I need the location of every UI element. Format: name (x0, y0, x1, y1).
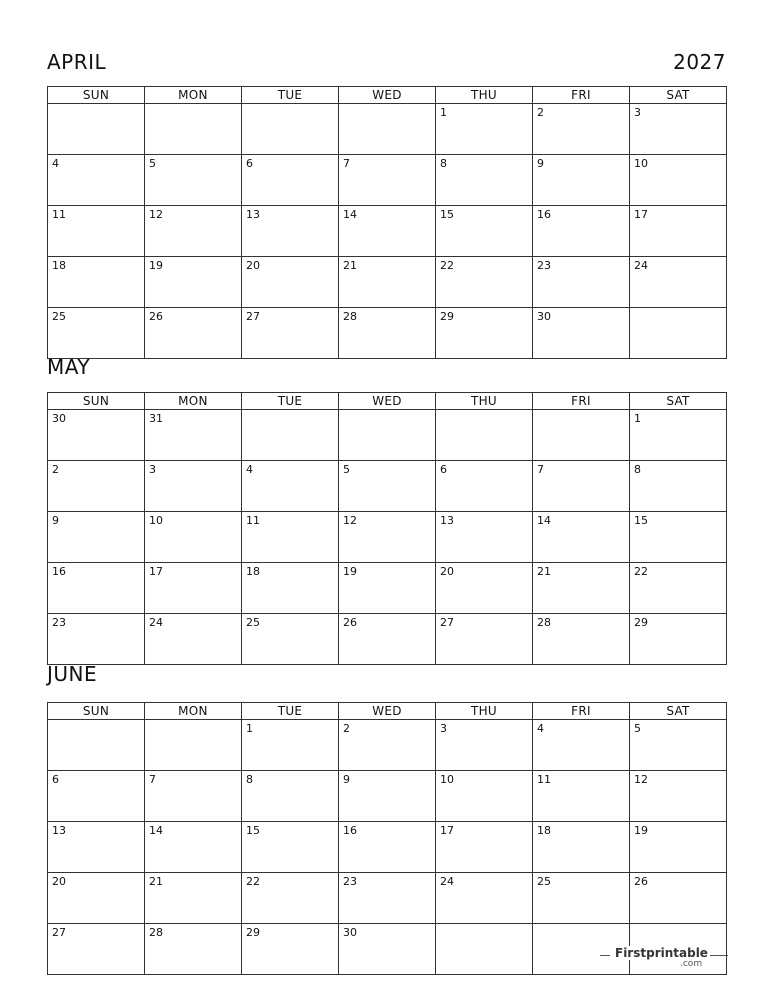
day-cell: 18 (48, 257, 145, 308)
day-cell: 24 (630, 257, 727, 308)
day-cell: 21 (339, 257, 436, 308)
day-cell (48, 104, 145, 155)
day-cell: 26 (145, 308, 242, 359)
week-row (48, 410, 727, 461)
day-cell: 3 (630, 104, 727, 155)
weekday-wed: WED (339, 703, 436, 720)
weekday-mon: MON (145, 393, 242, 410)
day-cell: 14 (145, 822, 242, 873)
day-cell: 29 (242, 924, 339, 975)
brand-domain: .com (680, 959, 703, 969)
calendar-may (47, 392, 727, 665)
weekday-thu: THU (436, 393, 533, 410)
day-cell: 16 (48, 563, 145, 614)
week-row (48, 720, 727, 771)
day-cell: 29 (630, 614, 727, 665)
day-cell: 31 (145, 410, 242, 461)
day-cell: 16 (533, 206, 630, 257)
day-cell: 30 (339, 924, 436, 975)
day-cell: 12 (145, 206, 242, 257)
calendar-april (47, 86, 727, 359)
day-cell: 15 (630, 512, 727, 563)
week-row (48, 771, 727, 822)
day-cell: 4 (533, 720, 630, 771)
day-cell: 15 (242, 822, 339, 873)
day-cell (339, 104, 436, 155)
day-cell: 4 (242, 461, 339, 512)
week-row (48, 512, 727, 563)
day-cell: 28 (145, 924, 242, 975)
day-cell: 21 (533, 563, 630, 614)
weekday-sat: SAT (630, 703, 727, 720)
day-cell (242, 104, 339, 155)
week-row (48, 822, 727, 873)
day-cell: 30 (533, 308, 630, 359)
day-cell: 11 (48, 206, 145, 257)
day-cell: 24 (145, 614, 242, 665)
week-row (48, 257, 727, 308)
day-cell: 11 (533, 771, 630, 822)
day-cell: 20 (48, 873, 145, 924)
day-cell: 7 (145, 771, 242, 822)
weekday-header-row (48, 703, 727, 720)
weekday-thu: THU (436, 703, 533, 720)
day-cell: 19 (630, 822, 727, 873)
week-row (48, 206, 727, 257)
day-cell: 8 (242, 771, 339, 822)
day-cell: 5 (339, 461, 436, 512)
weekday-sun: SUN (48, 393, 145, 410)
weekday-mon: MON (145, 87, 242, 104)
weekday-tue: TUE (242, 393, 339, 410)
weekday-fri: FRI (533, 87, 630, 104)
day-cell: 9 (533, 155, 630, 206)
day-cell: 9 (48, 512, 145, 563)
day-cell: 18 (242, 563, 339, 614)
day-cell: 26 (630, 873, 727, 924)
day-cell: 25 (48, 308, 145, 359)
day-cell: 17 (630, 206, 727, 257)
day-cell: 7 (339, 155, 436, 206)
weekday-mon: MON (145, 703, 242, 720)
day-cell: 7 (533, 461, 630, 512)
month-title-april: APRIL (47, 50, 107, 74)
day-cell: 21 (145, 873, 242, 924)
weekday-thu: THU (436, 87, 533, 104)
month-title-june: JUNE (47, 662, 98, 686)
day-cell: 4 (48, 155, 145, 206)
brand-logo: Firstprintable (615, 946, 708, 960)
day-cell: 16 (339, 822, 436, 873)
day-cell (436, 410, 533, 461)
day-cell: 19 (145, 257, 242, 308)
day-cell: 17 (145, 563, 242, 614)
day-cell: 26 (339, 614, 436, 665)
day-cell: 12 (339, 512, 436, 563)
day-cell: 17 (436, 822, 533, 873)
day-cell: 6 (436, 461, 533, 512)
day-cell: 10 (436, 771, 533, 822)
day-cell: 28 (533, 614, 630, 665)
day-cell: 13 (48, 822, 145, 873)
day-cell: 10 (145, 512, 242, 563)
weekday-sat: SAT (630, 87, 727, 104)
calendar-june (47, 702, 727, 975)
day-cell (242, 410, 339, 461)
day-cell: 27 (436, 614, 533, 665)
day-cell: 15 (436, 206, 533, 257)
day-cell: 22 (242, 873, 339, 924)
day-cell: 2 (339, 720, 436, 771)
day-cell: 24 (436, 873, 533, 924)
day-cell: 5 (630, 720, 727, 771)
day-cell: 19 (339, 563, 436, 614)
weekday-sat: SAT (630, 393, 727, 410)
week-row (48, 873, 727, 924)
day-cell: 6 (48, 771, 145, 822)
day-cell: 13 (436, 512, 533, 563)
day-cell: 23 (533, 257, 630, 308)
footer-line-left (600, 955, 610, 956)
weekday-sun: SUN (48, 87, 145, 104)
weekday-header-row (48, 87, 727, 104)
weekday-fri: FRI (533, 703, 630, 720)
day-cell: 1 (242, 720, 339, 771)
day-cell: 2 (48, 461, 145, 512)
week-row (48, 461, 727, 512)
day-cell: 10 (630, 155, 727, 206)
day-cell: 9 (339, 771, 436, 822)
day-cell: 23 (339, 873, 436, 924)
day-cell: 12 (630, 771, 727, 822)
day-cell: 8 (436, 155, 533, 206)
day-cell: 14 (339, 206, 436, 257)
day-cell: 6 (242, 155, 339, 206)
day-cell: 5 (145, 155, 242, 206)
day-cell: 3 (145, 461, 242, 512)
day-cell: 14 (533, 512, 630, 563)
day-cell (339, 410, 436, 461)
day-cell (48, 720, 145, 771)
day-cell: 22 (436, 257, 533, 308)
day-cell: 22 (630, 563, 727, 614)
day-cell: 8 (630, 461, 727, 512)
day-cell: 27 (242, 308, 339, 359)
day-cell: 23 (48, 614, 145, 665)
weekday-header-row (48, 393, 727, 410)
day-cell: 25 (533, 873, 630, 924)
day-cell: 27 (48, 924, 145, 975)
day-cell (436, 924, 533, 975)
year-label: 2027 (673, 50, 726, 74)
day-cell: 20 (242, 257, 339, 308)
weekday-sun: SUN (48, 703, 145, 720)
week-row (48, 614, 727, 665)
day-cell: 3 (436, 720, 533, 771)
week-row (48, 308, 727, 359)
day-cell (630, 308, 727, 359)
weekday-wed: WED (339, 87, 436, 104)
weekday-fri: FRI (533, 393, 630, 410)
week-row (48, 104, 727, 155)
day-cell: 29 (436, 308, 533, 359)
day-cell: 18 (533, 822, 630, 873)
day-cell: 2 (533, 104, 630, 155)
month-title-may: MAY (47, 355, 91, 379)
weekday-wed: WED (339, 393, 436, 410)
week-row (48, 563, 727, 614)
day-cell: 1 (630, 410, 727, 461)
day-cell: 25 (242, 614, 339, 665)
weekday-tue: TUE (242, 87, 339, 104)
day-cell (533, 410, 630, 461)
day-cell: 28 (339, 308, 436, 359)
day-cell: 13 (242, 206, 339, 257)
day-cell: 11 (242, 512, 339, 563)
day-cell: 20 (436, 563, 533, 614)
day-cell: 30 (48, 410, 145, 461)
week-row (48, 155, 727, 206)
weekday-tue: TUE (242, 703, 339, 720)
footer-line-right (707, 955, 728, 956)
day-cell (145, 104, 242, 155)
day-cell (145, 720, 242, 771)
day-cell: 1 (436, 104, 533, 155)
